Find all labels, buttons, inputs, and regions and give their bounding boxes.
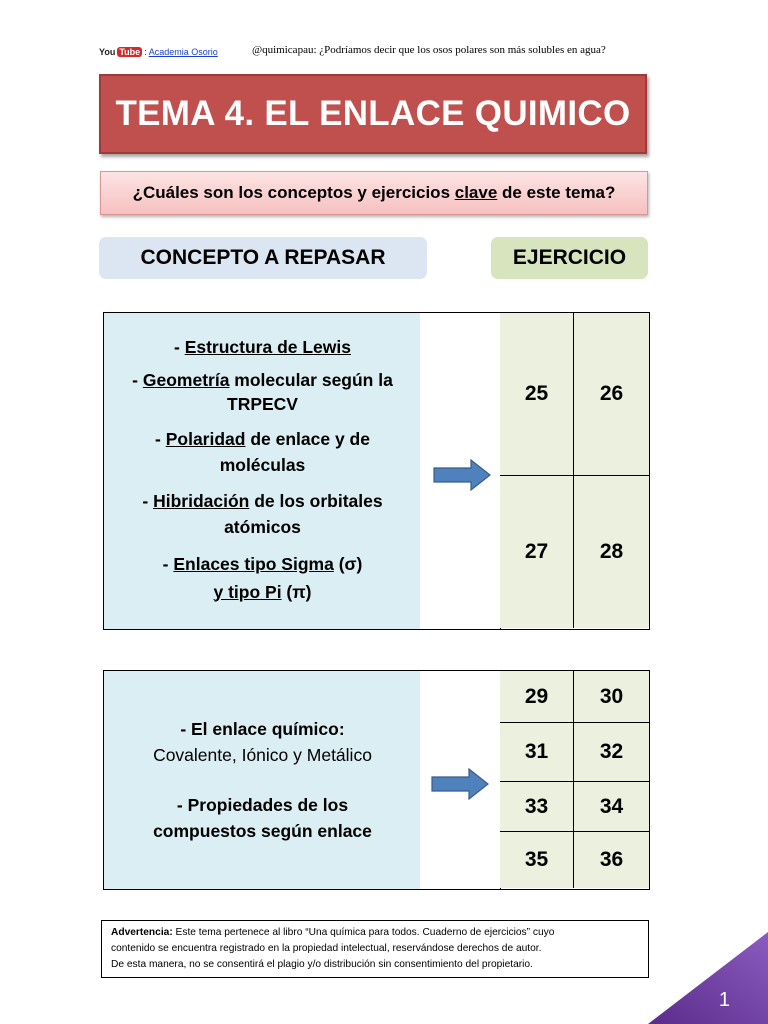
exercise-cell[interactable]: 36	[574, 832, 649, 888]
concept-list-1	[104, 313, 422, 629]
exercise-cell[interactable]: 29	[500, 671, 574, 723]
right-arrow-icon	[433, 459, 491, 491]
page-number: 1	[718, 989, 730, 1011]
exercise-column-header: EJERCICIO	[491, 237, 648, 279]
page-corner-decoration	[648, 932, 768, 1024]
arrow-column-2	[420, 671, 501, 889]
question-keyword: clave	[454, 183, 498, 202]
right-arrow-icon	[431, 768, 489, 800]
warning-line-3: De esta manera, no se consentirá el plagio y/o distribución sin consentimiento del propietario.	[111, 959, 533, 970]
warning-label: Advertencia:	[111, 927, 173, 938]
exercise-cell[interactable]: 26	[574, 313, 649, 476]
channel-link[interactable]: Academia Osorio	[148, 47, 218, 57]
exercise-cell[interactable]: 35	[500, 832, 574, 888]
warning-line-2: contenido se encuentra registrado en la propiedad intelectual, reservándose derechos de autor.	[111, 943, 542, 954]
exercise-cell[interactable]: 25	[500, 313, 574, 476]
header-tweet: @quimicapau: ¿Podríamos decir que los osos polares son más solubles en agua?	[252, 44, 606, 56]
warning-line-1: Este tema pertenece al libro “Una química para todos. Cuaderno de ejercicios” cuyo	[172, 927, 555, 938]
exercise-cell[interactable]: 28	[574, 476, 649, 628]
concept-item: - Hibridación de los orbitales atómicos	[142, 490, 383, 537]
concept-item: - Geometría molecular según la TRPECV	[132, 369, 393, 414]
concept-item: - Estructura de Lewis	[173, 336, 351, 357]
exercise-cell[interactable]: 32	[574, 723, 649, 782]
copyright-warning	[101, 920, 649, 978]
concept-item: - Enlaces tipo Sigma (σ) y tipo Pi (π)	[162, 553, 363, 602]
page-title: TEMA 4. EL ENLACE QUIMICO	[99, 74, 647, 154]
youtube-credit	[99, 47, 218, 57]
exercise-grid-2	[500, 671, 649, 889]
exercise-cell[interactable]: 34	[574, 782, 649, 832]
exercise-cell[interactable]: 30	[574, 671, 649, 723]
concept-table-1	[103, 312, 650, 630]
exercise-cell[interactable]: 33	[500, 782, 574, 832]
concept-item: - Propiedades de los compuestos según enlace	[153, 795, 372, 841]
concept-column-header: CONCEPTO A REPASAR	[99, 237, 427, 279]
youtube-logo-you: You	[99, 47, 116, 57]
exercise-grid-1	[500, 313, 649, 629]
youtube-logo-tube: Tube	[119, 47, 141, 57]
question-text-before: ¿Cuáles son los conceptos y ejercicios	[132, 183, 455, 202]
question-text-after: de este tema?	[497, 183, 616, 202]
arrow-column-1	[420, 313, 501, 629]
concept-item: - Polaridad de enlace y de moléculas	[155, 428, 370, 475]
exercise-cell[interactable]: 31	[500, 723, 574, 782]
concept-list-2	[104, 671, 422, 889]
concept-table-2	[103, 670, 650, 890]
concept-item: - El enlace químico: Covalente, Iónico y Metálico	[153, 719, 372, 765]
youtube-separator: :	[144, 47, 147, 57]
exercise-cell[interactable]: 27	[500, 476, 574, 628]
question-banner	[100, 171, 648, 215]
